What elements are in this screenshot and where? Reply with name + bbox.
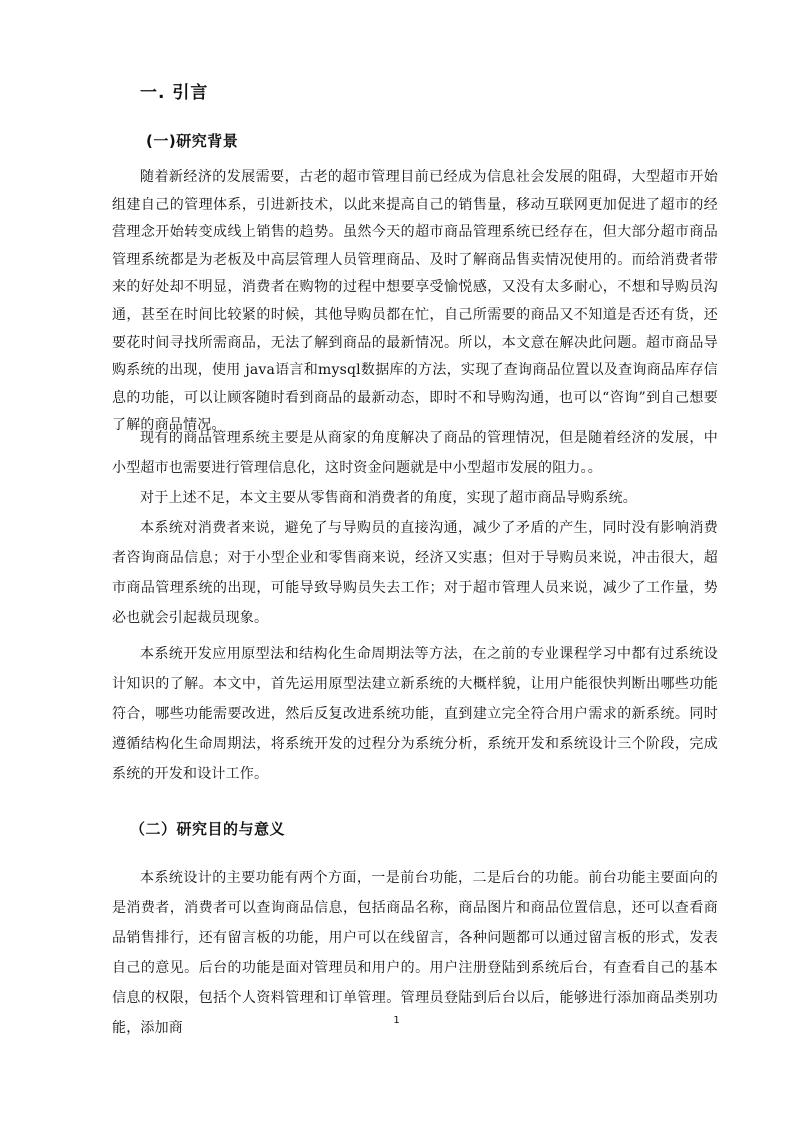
- body-paragraph: 本系统对消费者来说，避免了与导购员的直接沟通，减少了矛盾的产生，同时没有影响消费者咨询商品信息；对于小型企业和零售商来说，经济又实惠；但对于导购员来说，冲击很大，超市商品管理系统的出现，可能导致导购员失去工作；对于超市管理人员来说，减少了工作量，势必也就会引起裁员现象。: [112, 520, 718, 626]
- body-paragraph: 本系统设计的主要功能有两个方面，一是前台功能，二是后台的功能。前台功能主要面向的是消费者，消费者可以查询商品信息，包括商品名称，商品图片和商品位置信息，还可以查看商品销售排行，还有留言板的功能，用户可以在线留言，各种问题都可以通过留言板的形式，发表自己的意见。后台的功能是面对管理员和用户的。用户注册登陆到系统后台，有查看自己的基本信息的权限，包括个人资料管理和订单管理。管理员登陆到后台以后，能够进行添加商品类别功能，添加商: [112, 870, 718, 1036]
- section-heading-background: (一)研究背景: [146, 132, 239, 150]
- body-paragraph: 对于上述不足，本文主要从零售商和消费者的角度，实现了超市商品导购系统。: [140, 490, 637, 506]
- page-number: 1: [393, 1015, 400, 1026]
- body-paragraph: 现有的商品管理系统主要是从商家的角度解决了商品的管理情况，但是随着经济的发展，中小型超市也需要进行管理信息化，这时资金问题就是中小型超市发展的阻力。。: [112, 430, 718, 476]
- chapter-heading: 一. 引言: [140, 83, 209, 103]
- body-paragraph: 本系统开发应用原型法和结构化生命周期法等方法，在之前的专业课程学习中都有过系统设计知识的了解。本文中，首先运用原型法建立新系统的大概样貌，让用户能很快判断出哪些功能符合，哪些功能需要改进，然后反复改进系统功能，直到建立完全符合用户需求的新系统。同时遵循结构化生命周期法，将系统开发的过程分为系统分析，系统开发和系统设计三个阶段，完成系统的开发和设计工作。: [112, 646, 718, 782]
- section-heading-purpose: （二）研究目的与意义: [130, 820, 286, 838]
- body-paragraph: 随着新经济的发展需要，古老的超市管理目前已经成为信息社会发展的阻碍，大型超市开始组建自己的管理体系，引进新技术，以此来提高自己的销售量，移动互联网更加促进了超市的经营理念开始转变成线上销售的趋势。虽然今天的超市商品管理系统已经存在，但大部分超市商品管理系统都是为老板及中高层管理人员管理商品、及时了解商品售卖情况使用的。而给消费者带来的好处却不明显，消费者在购物的过程中想要享受愉悦感，又没有太多耐心，不想和导购员沟通，甚至在时间比较紧的时候，其他导购员都在忙，自己所需要的商品又不知道是否还有货，还要花时间寻找所需商品，无法了解到商品的最新情况。所以，本文意在解决此问题。超市商品导购系统的出现，使用 java语言和mysql数据库的方法，实现了查询商品位置以及查询商品库存信息的功能，可以让顾客随时看到商品的最新动态，即时不和导购沟通，也可以“咨询”到自己想要了解的商品情况。: [112, 169, 718, 434]
